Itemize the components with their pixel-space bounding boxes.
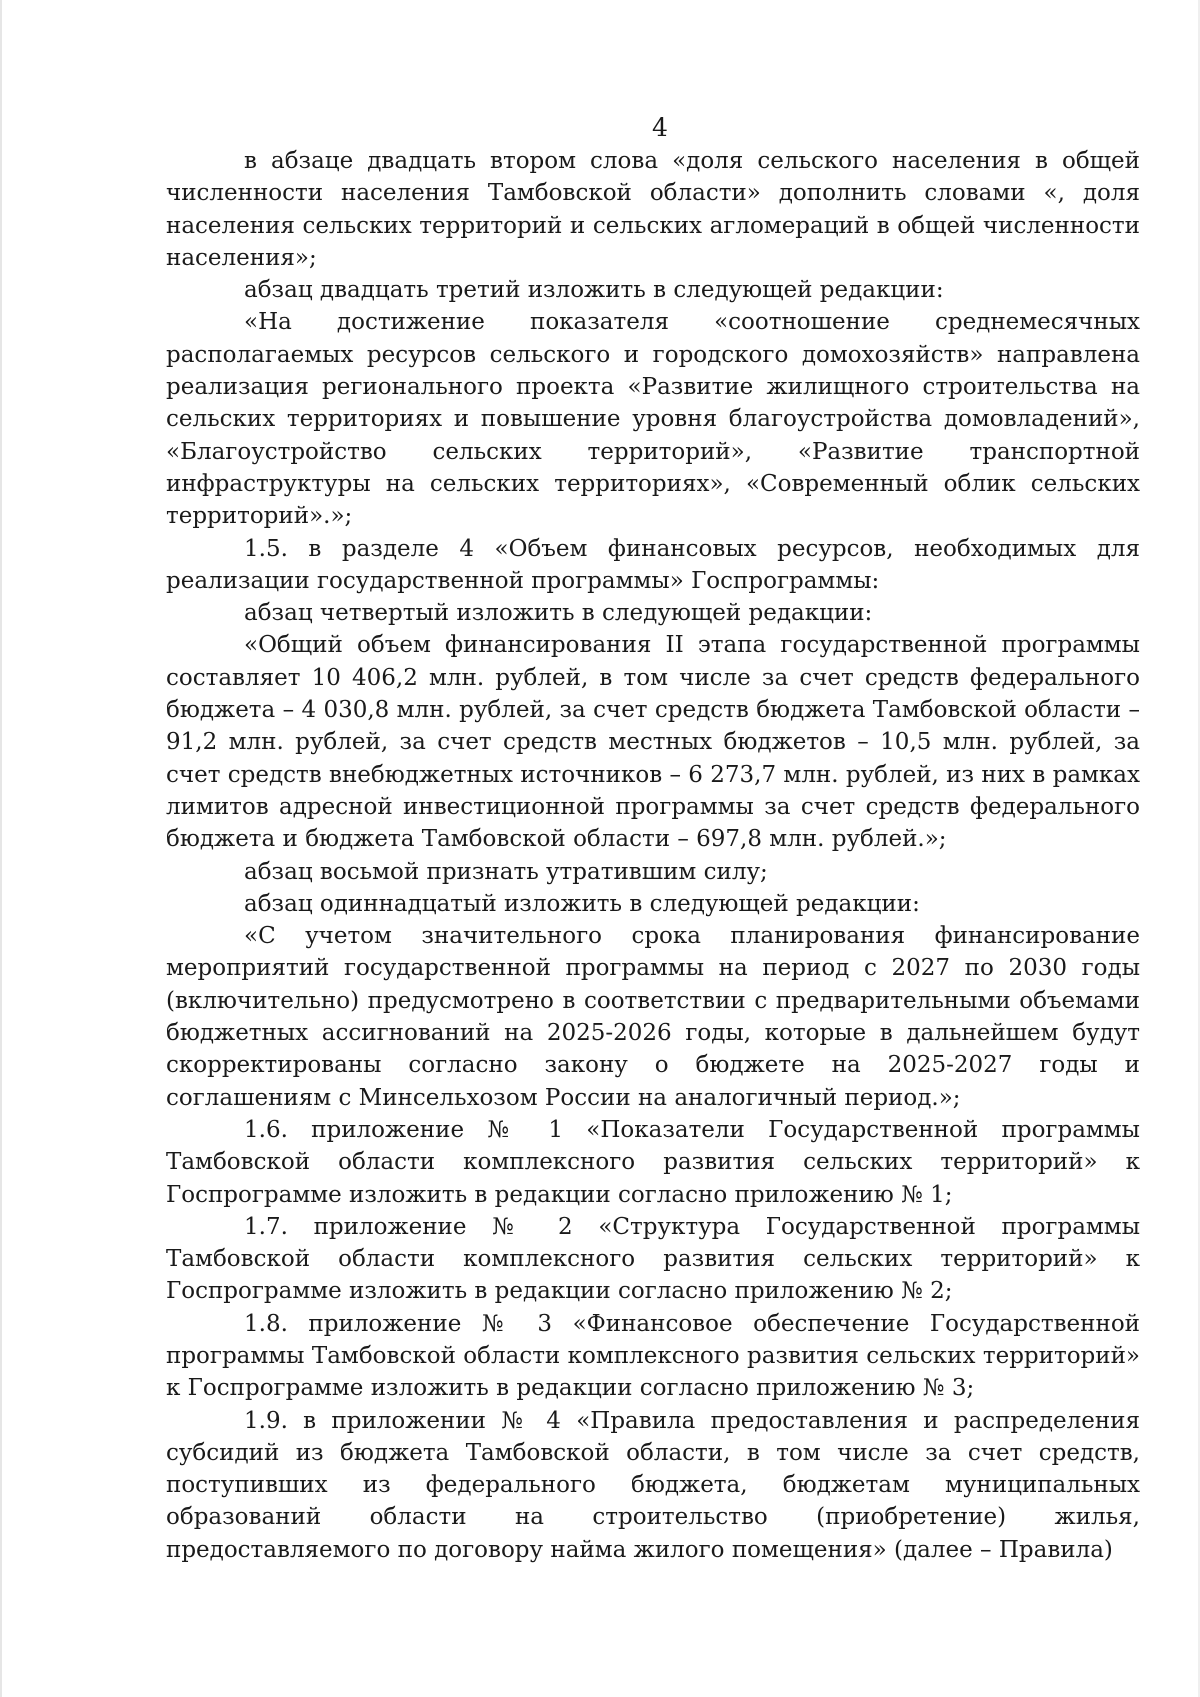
paragraph: 1.9. в приложении № 4 «Правила предоставления и распределения субсидий из бюджета Тамбовской области, в том числе за счет средств, поступивших из федерального бюджета, бюджетам муниципальных образований области на строительство (приобретение) жилья, предоставляемого по договору найма жилого помещения» (далее – Правила) [166,1407,1140,1563]
paragraph: 1.6. приложение № 1 «Показатели Государственной программы Тамбовской области комплексного развития сельских территорий» к Госпрограмме изложить в редакции согласно приложению № 1; [166,1116,1140,1208]
paragraph: «С учетом значительного срока планирования финансирование мероприятий государственной программы на период с 2027 по 2030 годы (включительно) предусмотрено в соответствии с предварительными объемами бюджетных ассигнований на 2025-2026 годы, которые в дальнейшем будут скорректированы согласно закону о бюджете на 2025-2027 годы и соглашениям с Минсельхозом России на аналогичный период.»; [166,923,1140,1111]
document-body [166,145,1140,1566]
paragraph: абзац четвертый изложить в следующей редакции: [244,600,873,627]
paragraph: 1.5. в разделе 4 «Объем финансовых ресурсов, необходимых для реализации государственной программы» Госпрограммы: [166,535,1140,594]
page-number: 4 [652,113,668,142]
paragraph: 1.7. приложение № 2 «Структура Государственной программы Тамбовской области комплексного развития сельских территорий» к Госпрограмме изложить в редакции согласно приложению № 2; [166,1213,1140,1305]
paragraph: 1.8. приложение № 3 «Финансовое обеспечение Государственной программы Тамбовской области комплексного развития сельских территорий» к Госпрограмме изложить в редакции согласно приложению № 3; [166,1310,1140,1402]
paragraph: абзац восьмой признать утратившим силу; [244,858,768,885]
paragraph: «На достижение показателя «соотношение среднемесячных располагаемых ресурсов сельского и городского домохозяйств» направлена реализация регионального проекта «Развитие жилищного строительства на сельских территориях и повышение уровня благоустройства домовладений», «Благоустройство сельских территорий», «Развитие транспортной инфраструктуры на сельских территориях», «Современный облик сельских территорий».»; [166,309,1140,530]
scan-edge-left [0,0,2,1697]
paragraph: в абзаце двадцать втором слова «доля сельского населения в общей численности населения Тамбовской области» дополнить словами «, доля населения сельских территорий и сельских агломераций в общей численности населения»; [166,148,1140,271]
paragraph: абзац двадцать третий изложить в следующей редакции: [244,277,944,304]
paragraph: «Общий объем финансирования II этапа государственной программы составляет 10 406,2 млн. рублей, в том числе за счет средств федерального бюджета – 4 030,8 млн. рублей, за счет средств бюджета Тамбовской области – 91,2 млн. рублей, за счет средств местных бюджетов – 10,5 млн. рублей, за счет средств внебюджетных источников – 6 273,7 млн. рублей, из них в рамках лимитов адресной инвестиционной программы за счет средств федерального бюджета и бюджета Тамбовской области – 697,8 млн. рублей.»; [166,632,1140,853]
paragraph: абзац одиннадцатый изложить в следующей редакции: [244,890,920,917]
